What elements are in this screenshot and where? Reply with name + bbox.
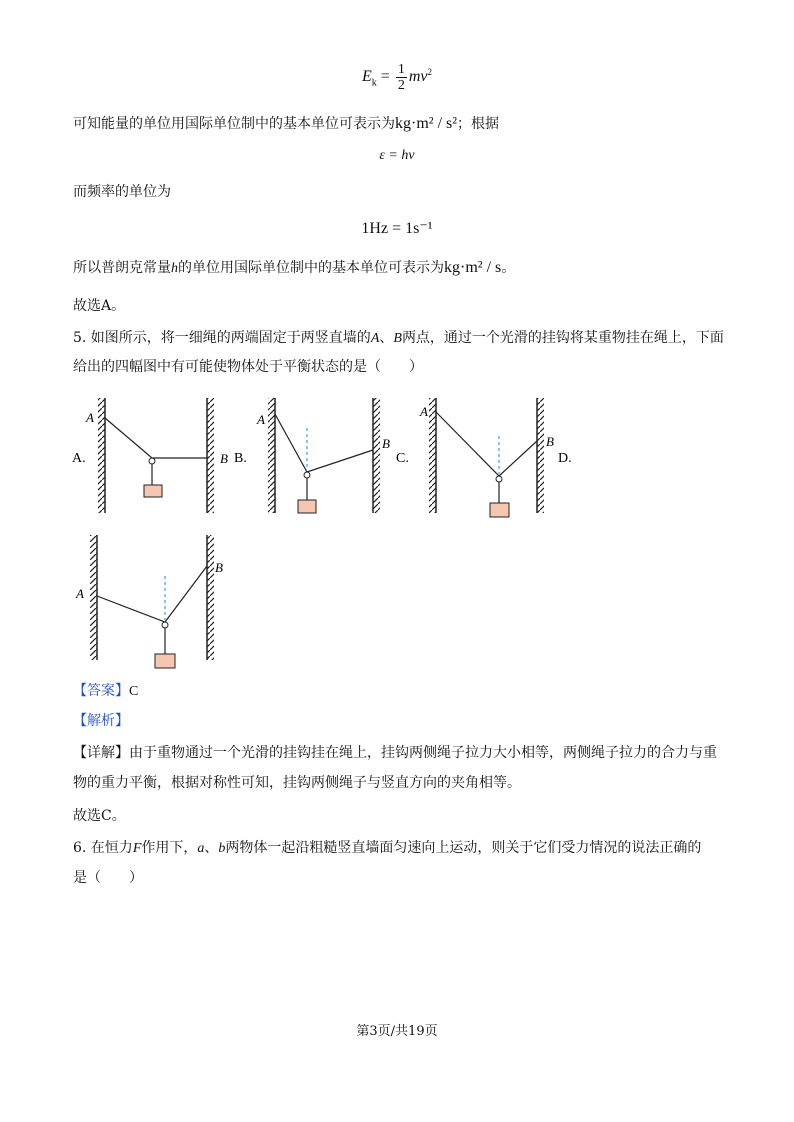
question-6-stem-line1 [73,838,701,859]
option-c-label[interactable]: C. [396,451,409,466]
line3-var: h [171,261,178,276]
option-d-label[interactable]: D. [558,451,572,466]
label-b: B [215,560,223,575]
formula-equals: = [380,68,390,86]
detail-line2: 物的重力平衡，根据对称性可知，挂钩两侧绳子与竖直方向的夹角相等。 [73,775,521,791]
line3-suffix: 。 [501,260,516,276]
q6-var-a: a [197,841,205,856]
label-b: B [382,436,390,451]
page-footer: 第3页/共19页 [356,1024,438,1039]
analysis-tag: 【解析】 [73,713,129,729]
formula-kinetic-energy [0,62,794,93]
label-b: B [546,434,554,449]
question-5-figures [60,390,580,530]
q5-stem-part2: 两点，通过一个光滑的挂钩将某重物挂在绳上，下面 [401,330,724,346]
line3-unit: kg·m² / s [444,259,502,276]
q5-point-b: B [393,331,402,346]
formula-hertz: 1Hz = 1s⁻¹ [361,220,433,237]
detail-text-1: 由于重物通过一个光滑的挂钩挂在绳上，挂钩两侧绳子拉力大小相等，两侧绳子拉力的合力与重 [129,745,717,761]
line3-prefix: 所以普朗克常量 [73,260,171,276]
question-5-stem-line2: 给出的四幅图中有可能使物体处于平衡状态的是（ ） [73,359,423,375]
option-a-label[interactable]: A. [72,451,86,466]
q5-stem-part1: 5. 如图所示，将一细绳的两端固定于两竖直墙的 [73,330,371,346]
label-a: A [257,412,265,427]
option-a-figure[interactable] [85,398,228,513]
q5-sep: 、 [379,330,394,346]
label-a: A [76,586,84,601]
label-a: A [420,404,428,419]
detail-line1 [73,743,717,763]
detail-tag: 【详解】 [73,745,129,761]
text-line-choose-a: 故选A。 [73,298,126,314]
answer-line [73,681,138,702]
q6-var-f: F [132,841,142,856]
formula-photon-energy: ε = hν [379,148,415,163]
text-line-planck-unit [73,258,515,279]
q6-sep: 、 [204,840,219,856]
fraction-numerator: 1 [397,62,405,77]
label-a: A [86,410,94,425]
option-d-figure[interactable] [60,530,240,675]
option-b-figure[interactable] [256,398,390,513]
q6-mid1: 作用下， [141,840,198,856]
option-b-label[interactable]: B. [234,451,247,466]
line3-middle: 的单位用国际单位制中的基本单位可表示为 [178,260,444,276]
answer-value: C [129,684,139,699]
q6-var-b: b [218,841,226,856]
formula-lhs: E [362,68,372,86]
line1-suffix: ；根据 [457,116,500,132]
fraction-denominator: 2 [397,78,405,93]
option-c-figure[interactable] [419,398,554,517]
text-line-frequency: 而频率的单位为 [73,184,171,200]
text-line-energy-unit [73,114,499,134]
fraction [396,62,407,93]
formula-tail-sup: 2 [427,66,432,77]
q6-prefix: 6. 在恒力 [73,840,133,856]
label-b: B [220,451,228,466]
line1-unit: kg·m² / s² [395,115,458,132]
answer-tag: 【答案】 [73,683,129,699]
conclusion-line: 故选C。 [73,808,126,824]
formula-lhs-sub: k [371,77,377,89]
line1-prefix: 可知能量的单位用国际单位制中的基本单位可表示为 [73,116,395,132]
formula-tail: mv [408,68,428,86]
q5-point-a: A [370,331,380,346]
q6-mid2: 两物体一起沿粗糙竖直墙面匀速向上运动，则关于它们受力情况的说法正确的 [225,840,702,856]
question-6-stem-line2: 是（ ） [73,870,143,886]
question-5-stem-line1 [73,328,724,349]
